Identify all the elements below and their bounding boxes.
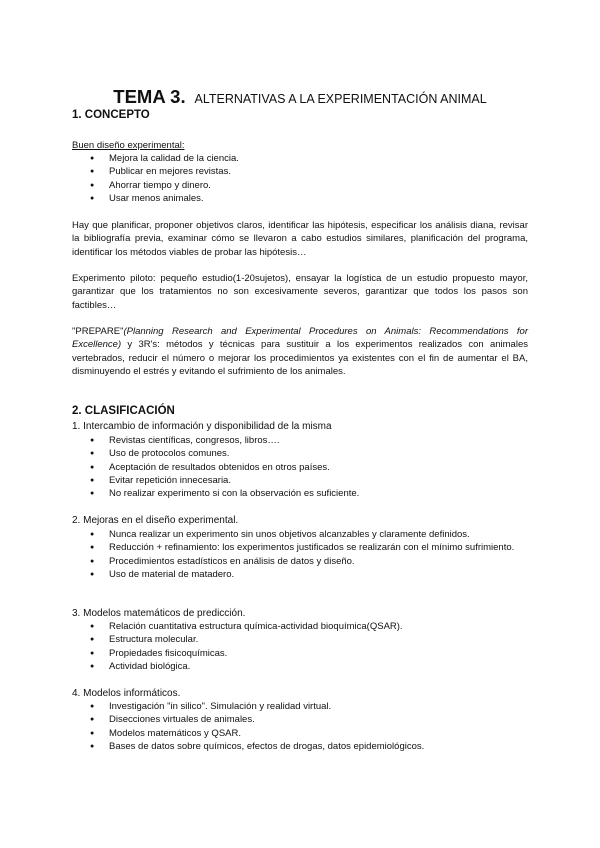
list-item: ● Actividad biológica. — [72, 660, 528, 673]
list-item: ● Evitar repetición innecesaria. — [72, 474, 528, 487]
group-title: 4. Modelos informáticos. — [72, 688, 181, 699]
list-item: ● Uso de protocolos comunes. — [72, 447, 528, 460]
list-item: ● Estructura molecular. — [72, 633, 528, 646]
paragraph-planning: Hay que planificar, proponer objetivos claros, identificar las hipótesis, especificar los análisis diana, revisar la bibliografía previa, examinar cómo se llevaron a cabo estudios similares, planificación del programa, identificar los métodos viables de probar las hipótesis… — [72, 220, 528, 258]
list-item: ● Mejora la calidad de la ciencia. — [72, 152, 528, 165]
list-item: ● Ahorrar tiempo y dinero. — [72, 179, 528, 192]
list-item: ● Procedimientos estadísticos en análisis de datos y diseño. — [72, 555, 528, 568]
section-heading-concepto: 1. CONCEPTO — [72, 109, 150, 121]
prepare-expansion: (Planning Research and Experimental Procedures on Animals: Recommendations for Excellence) — [72, 326, 528, 351]
group-list — [72, 528, 528, 581]
list-item: ● Propiedades fisicoquímicas. — [72, 647, 528, 660]
list-item: ● Relación cuantitativa estructura química-actividad bioquímica(QSAR). — [72, 620, 528, 633]
group-title: 2. Mejoras en el diseño experimental. — [72, 515, 239, 526]
group-title: 1. Intercambio de información y disponibilidad de la misma — [72, 421, 332, 432]
list-item: ● Aceptación de resultados obtenidos en otros países. — [72, 461, 528, 474]
section-heading-clasificacion: 2. CLASIFICACIÓN — [72, 405, 175, 417]
list-item: ● Nunca realizar un experimento sin unos objetivos alcanzables y claramente definidos. — [72, 528, 528, 541]
list-item: ● Usar menos animales. — [72, 192, 528, 205]
paragraph-pilot: Experimento piloto: pequeño estudio(1-20sujetos), ensayar la logística de un estudio propuesto mayor, garantizar que los tratamientos no son excesivamente severos, garantizar que todos los pasos son factibles… — [72, 273, 528, 311]
design-label: Buen diseño experimental: — [72, 140, 185, 151]
list-item: ● Investigación "in silico". Simulación y realidad virtual. — [72, 700, 528, 713]
group-title: 3. Modelos matemáticos de predicción. — [72, 608, 246, 619]
prepare-text: y 3R's: métodos y técnicas para sustituir a los experimentos realizados con animales vertebrados, reducir el número o mejorar los procedimientos ya existentes con el fin de aumentar el BA, disminuyendo el estrés y evitando el sufrimiento de los animales. — [72, 339, 528, 377]
list-item: ● No realizar experimento si con la observación es suficiente. — [72, 487, 528, 500]
list-item: ● Reducción + refinamiento: los experimentos justificados se realizarán con el mínimo sufrimiento. — [72, 541, 528, 554]
title-tema: TEMA 3. — [113, 86, 186, 107]
prepare-label: "PREPARE" — [72, 326, 124, 337]
group-list — [72, 434, 528, 500]
group-list — [72, 620, 528, 673]
group-list — [72, 700, 528, 753]
list-item: ● Revistas científicas, congresos, libros…. — [72, 434, 528, 447]
paragraph-prepare — [72, 325, 528, 378]
list-item: ● Modelos matemáticos y QSAR. — [72, 727, 528, 740]
list-item: ● Uso de material de matadero. — [72, 568, 528, 581]
title-subject: ALTERNATIVAS A LA EXPERIMENTACIÓN ANIMAL — [194, 92, 487, 106]
page-title — [0, 74, 600, 111]
list-item: ● Bases de datos sobre químicos, efectos de drogas, datos epidemiológicos. — [72, 740, 528, 753]
list-item: ● Publicar en mejores revistas. — [72, 165, 528, 178]
design-list — [72, 152, 528, 205]
list-item: ● Disecciones virtuales de animales. — [72, 713, 528, 726]
